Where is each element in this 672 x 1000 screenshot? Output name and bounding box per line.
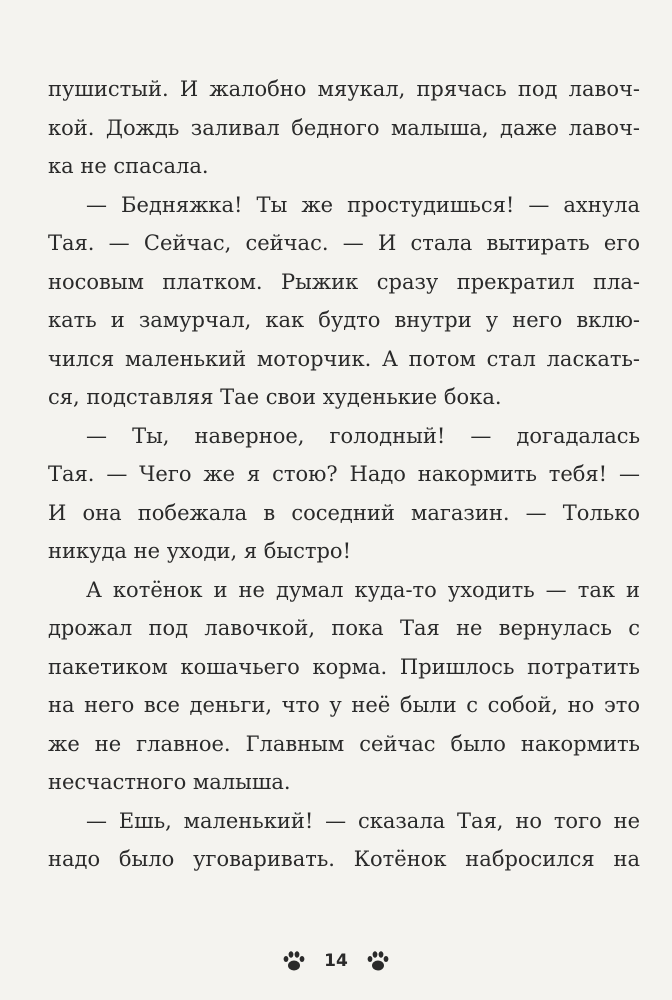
text-line: носовым платком. Рыжик сразу прекратил пла- xyxy=(48,269,640,294)
text-line: — Ты, наверное, голодный! — догадалась xyxy=(86,423,640,448)
text-line: пакетиком кошачьего корма. Пришлось потратить xyxy=(48,654,640,679)
text-line: же не главное. Главным сейчас было накормить xyxy=(48,731,640,756)
text-line: несчастного малыша. xyxy=(48,770,291,794)
text-line: Тая. — Сейчас, сейчас. — И стала вытирать его xyxy=(48,231,640,255)
text-line: на него все деньги, что у неё были с собой, но это xyxy=(48,693,640,717)
paw-icon xyxy=(366,950,390,972)
text-line: надо было уговаривать. Котёнок набросился на xyxy=(48,847,640,871)
text-line: Тая. — Чего же я стою? Надо накормить тебя! — xyxy=(48,462,640,486)
page-number: 14 xyxy=(324,951,348,971)
page-text xyxy=(48,70,640,879)
page-footer xyxy=(0,946,672,976)
text-line: — Ешь, маленький! — сказала Тая, но того не xyxy=(86,808,640,833)
text-line: ся, подставляя Тае свои худенькие бока. xyxy=(48,385,502,409)
text-line: — Бедняжка! Ты же простудишься! — ахнула xyxy=(86,192,640,217)
text-line: И она побежала в соседний магазин. — Только xyxy=(48,500,640,525)
text-line: кать и замурчал, как будто внутри у него вклю- xyxy=(48,308,640,332)
text-line: дрожал под лавочкой, пока Тая не вернулась с xyxy=(48,616,640,640)
text-line: кой. Дождь заливал бедного малыша, даже лавоч- xyxy=(48,115,640,140)
text-line: никуда не уходи, я быстро! xyxy=(48,539,352,563)
paw-icon xyxy=(282,950,306,972)
text-line: А котёнок и не думал куда-то уходить — так и xyxy=(86,577,640,602)
text-line: ка не спасала. xyxy=(48,154,209,178)
text-line: пушистый. И жалобно мяукал, прячась под лавоч- xyxy=(48,77,640,101)
text-line: чился маленький моторчик. А потом стал ласкать- xyxy=(48,346,640,371)
